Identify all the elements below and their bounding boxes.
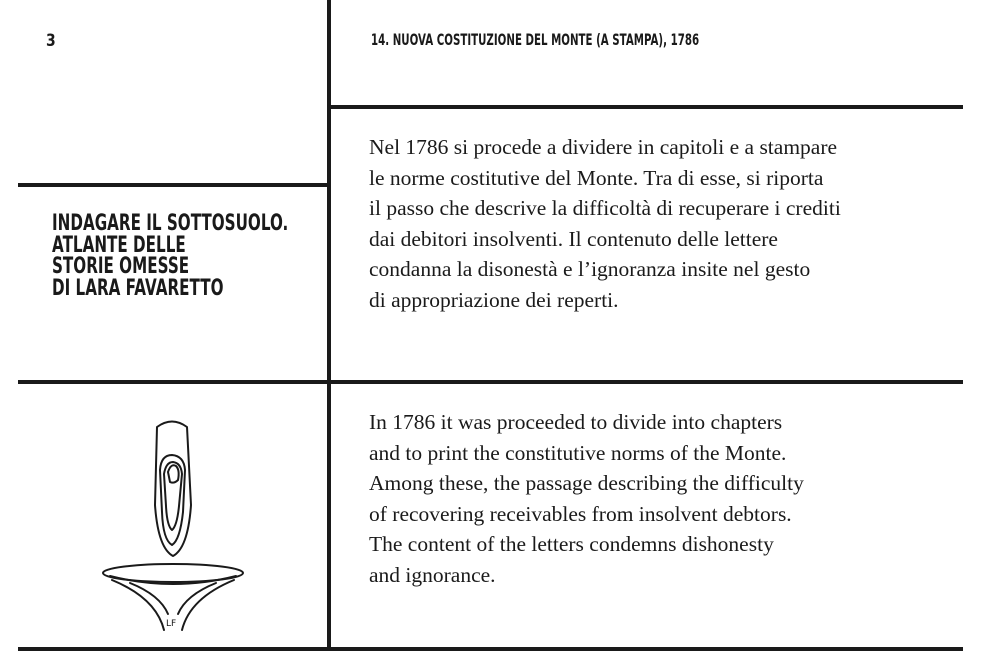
text-line: of recovering receivables from insolvent debtors.: [369, 501, 792, 526]
text-line: il passo che descrive la difficoltà di recuperare i crediti: [369, 196, 841, 220]
title-divider: [18, 183, 327, 187]
book-title-line: ATLANTE DELLE: [52, 232, 186, 258]
book-title-line: STORIE OMESSE: [52, 254, 190, 279]
english-paragraph: [369, 407, 804, 590]
page-number: 3: [46, 31, 56, 51]
text-line: and ignorance.: [369, 562, 496, 587]
bottom-divider: [18, 647, 963, 651]
lf-monogram: LF: [166, 619, 177, 629]
text-line: The content of the letters condemns dishonesty: [369, 532, 774, 556]
text-line: condanna la disonestà e l’ignoranza insite nel gesto: [369, 257, 811, 281]
book-title: [52, 213, 288, 299]
text-line: dai debitori insolventi. Il contenuto delle lettere: [369, 226, 778, 251]
text-line: and to print the constitutive norms of the Monte.: [369, 440, 787, 465]
italian-paragraph: [369, 132, 841, 315]
text-line: In 1786 it was proceeded to divide into chapters: [369, 410, 783, 434]
vertical-divider: [327, 0, 331, 650]
book-title-line: DI LARA FAVARETTO: [52, 275, 224, 301]
text-line: Among these, the passage describing the difficulty: [369, 471, 804, 495]
text-line: di appropriazione dei reperti.: [369, 287, 619, 312]
text-line: le norme costitutive del Monte. Tra di esse, si riporta: [369, 165, 824, 190]
header-divider: [331, 105, 963, 109]
section-divider: [18, 380, 963, 384]
book-title-line: INDAGARE IL SOTTOSUOLO.: [52, 211, 289, 236]
lf-logo-icon: [96, 410, 246, 635]
section-title: 14. NUOVA COSTITUZIONE DEL MONTE (A STAMPA), 1786: [371, 30, 700, 49]
text-line: Nel 1786 si procede a dividere in capitoli e a stampare: [369, 135, 838, 159]
